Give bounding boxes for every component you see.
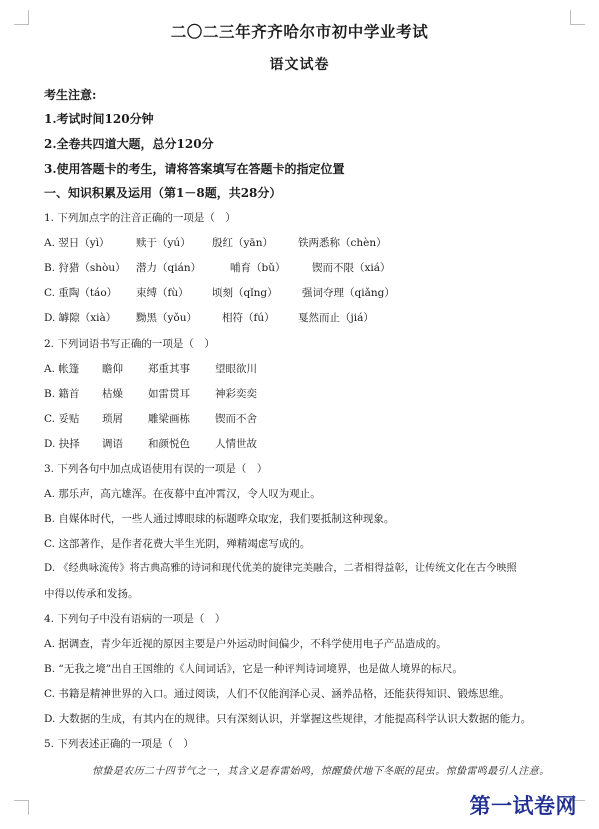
notice-heading: 考生注意: bbox=[44, 88, 97, 102]
q2-option-c: C. 妥贴 bbox=[44, 413, 80, 425]
q2-option-a: A. 帐篷 bbox=[44, 363, 80, 375]
q3-option-a: A. 那乐声，高亢雄浑。在夜幕中直冲霄汉，令人叹为观止。 bbox=[44, 488, 321, 500]
q1-option-c: C. 重陶（táo） bbox=[44, 287, 118, 299]
q2-option-d: D. 抉择 bbox=[44, 438, 80, 450]
q1-option-d-2: 黝黑（yǒu） bbox=[136, 312, 198, 324]
q2-option-a-4: 望眼欲川 bbox=[215, 363, 257, 375]
q1-option-d: D. 罅隙（xià） bbox=[44, 312, 117, 324]
exam-subtitle: 语文试卷 bbox=[269, 57, 330, 73]
q2-option-b-3: 如雷贯耳 bbox=[148, 388, 190, 400]
q2-stem: 2. 下列词语书写正确的一项是（ ） bbox=[44, 338, 215, 350]
q2-option-d-4: 人情世故 bbox=[215, 438, 257, 450]
q1-option-a-4: 铁两悉称（chèn） bbox=[298, 237, 387, 249]
q1-option-d-3: 相符（fú） bbox=[222, 312, 275, 324]
q2-option-b-2: 枯燥 bbox=[102, 388, 123, 400]
site-watermark: 第一试卷网 bbox=[469, 794, 577, 818]
q1-option-a-3: 殷红（yān） bbox=[212, 237, 273, 249]
q2-option-a-3: 郑重其事 bbox=[148, 363, 190, 375]
q4-option-b: B. “无我之境”出自王国维的《人间词话》，它是一种评判诗词境界，也是做人境界的标尺。 bbox=[44, 663, 463, 675]
crop-mark-bottom-left bbox=[14, 800, 29, 815]
exam-title: 二〇二三年齐齐哈尔市初中学业考试 bbox=[170, 22, 429, 41]
q3-option-d-continued: 中得以传承和发扬。 bbox=[44, 588, 139, 600]
q1-option-d-4: 戛然而止（jiá） bbox=[298, 312, 374, 324]
q2-option-d-3: 和颜悦色 bbox=[148, 438, 190, 450]
notice-item-2: 2.全卷共四道大题，总分120分 bbox=[44, 137, 214, 151]
q3-stem: 3. 下列各句中加点成语使用有误的一项是（ ） bbox=[44, 463, 268, 475]
notice-item-3: 3.使用答题卡的考生，请将答案填写在答题卡的指定位置 bbox=[44, 162, 345, 176]
q5-passage: 惊蛰是农历二十四节气之一，其含义是春雷始鸣，惊醒蛰伏地下冬眠的昆虫。惊蛰雷鸣最引人注意。 bbox=[92, 766, 550, 777]
q3-option-c: C. 这部著作，是作者花费大半生光阴，殚精竭虑写成的。 bbox=[44, 538, 311, 550]
q2-option-d-2: 调语 bbox=[102, 438, 123, 450]
q4-stem: 4. 下列句子中没有语病的一项是（ ） bbox=[44, 613, 226, 625]
q2-option-b-4: 神彩奕奕 bbox=[215, 388, 257, 400]
q2-option-c-2: 琐屑 bbox=[102, 413, 123, 425]
notice-item-1: 1.考试时间120分钟 bbox=[44, 112, 154, 126]
q1-option-b-3: 哺育（bǔ） bbox=[230, 262, 286, 274]
section-1-heading: 一、知识积累及运用（第1－8题，共28分） bbox=[44, 186, 282, 200]
q3-option-b: B. 自媒体时代，一些人通过博眼球的标题哗众取宠，我们要抵制这种现象。 bbox=[44, 513, 395, 525]
q2-option-b: B. 籍首 bbox=[44, 388, 80, 400]
q1-option-b-2: 潜力（qián） bbox=[136, 262, 202, 274]
q1-option-b-4: 锲而不限（xiá） bbox=[312, 262, 391, 274]
q1-option-c-2: 束缚（fù） bbox=[136, 287, 189, 299]
q2-option-a-2: 瞻仰 bbox=[102, 363, 123, 375]
q1-stem: 1. 下列加点字的注音正确的一项是（ ） bbox=[44, 212, 236, 224]
q5-stem: 5. 下列表述正确的一项是（ ） bbox=[44, 738, 194, 750]
q1-option-a: A. 翌日（yì） bbox=[44, 237, 110, 249]
q3-option-d: D. 《经典咏流传》将古典高雅的诗词和现代优美的旋律完美融合，二者相得益彰，让传统文化在古今映照 bbox=[44, 563, 517, 574]
q1-option-b: B. 狩猎（shòu） bbox=[44, 262, 126, 274]
q2-option-c-3: 雕梁画栋 bbox=[148, 413, 190, 425]
q1-option-c-4: 强词夺理（qiǎng） bbox=[302, 287, 395, 299]
q4-option-c: C. 书籍是精神世界的入口。通过阅读，人们不仅能润泽心灵、涵养品格，还能获得知识、锻炼思维。 bbox=[44, 688, 510, 700]
q4-option-d: D. 大数据的生成，有其内在的规律。只有深刻认识，并掌握这些规律，才能提高科学认识大数据的能力。 bbox=[44, 713, 532, 725]
q1-option-c-3: 顷刻（qǐng） bbox=[212, 287, 278, 299]
q1-option-a-2: 赎于（yú） bbox=[136, 237, 191, 249]
q4-option-a: A. 据调查，青少年近视的原因主要是户外运动时间偏少，不科学使用电子产品造成的。 bbox=[44, 638, 447, 650]
q2-option-c-4: 锲而不舍 bbox=[215, 413, 257, 425]
